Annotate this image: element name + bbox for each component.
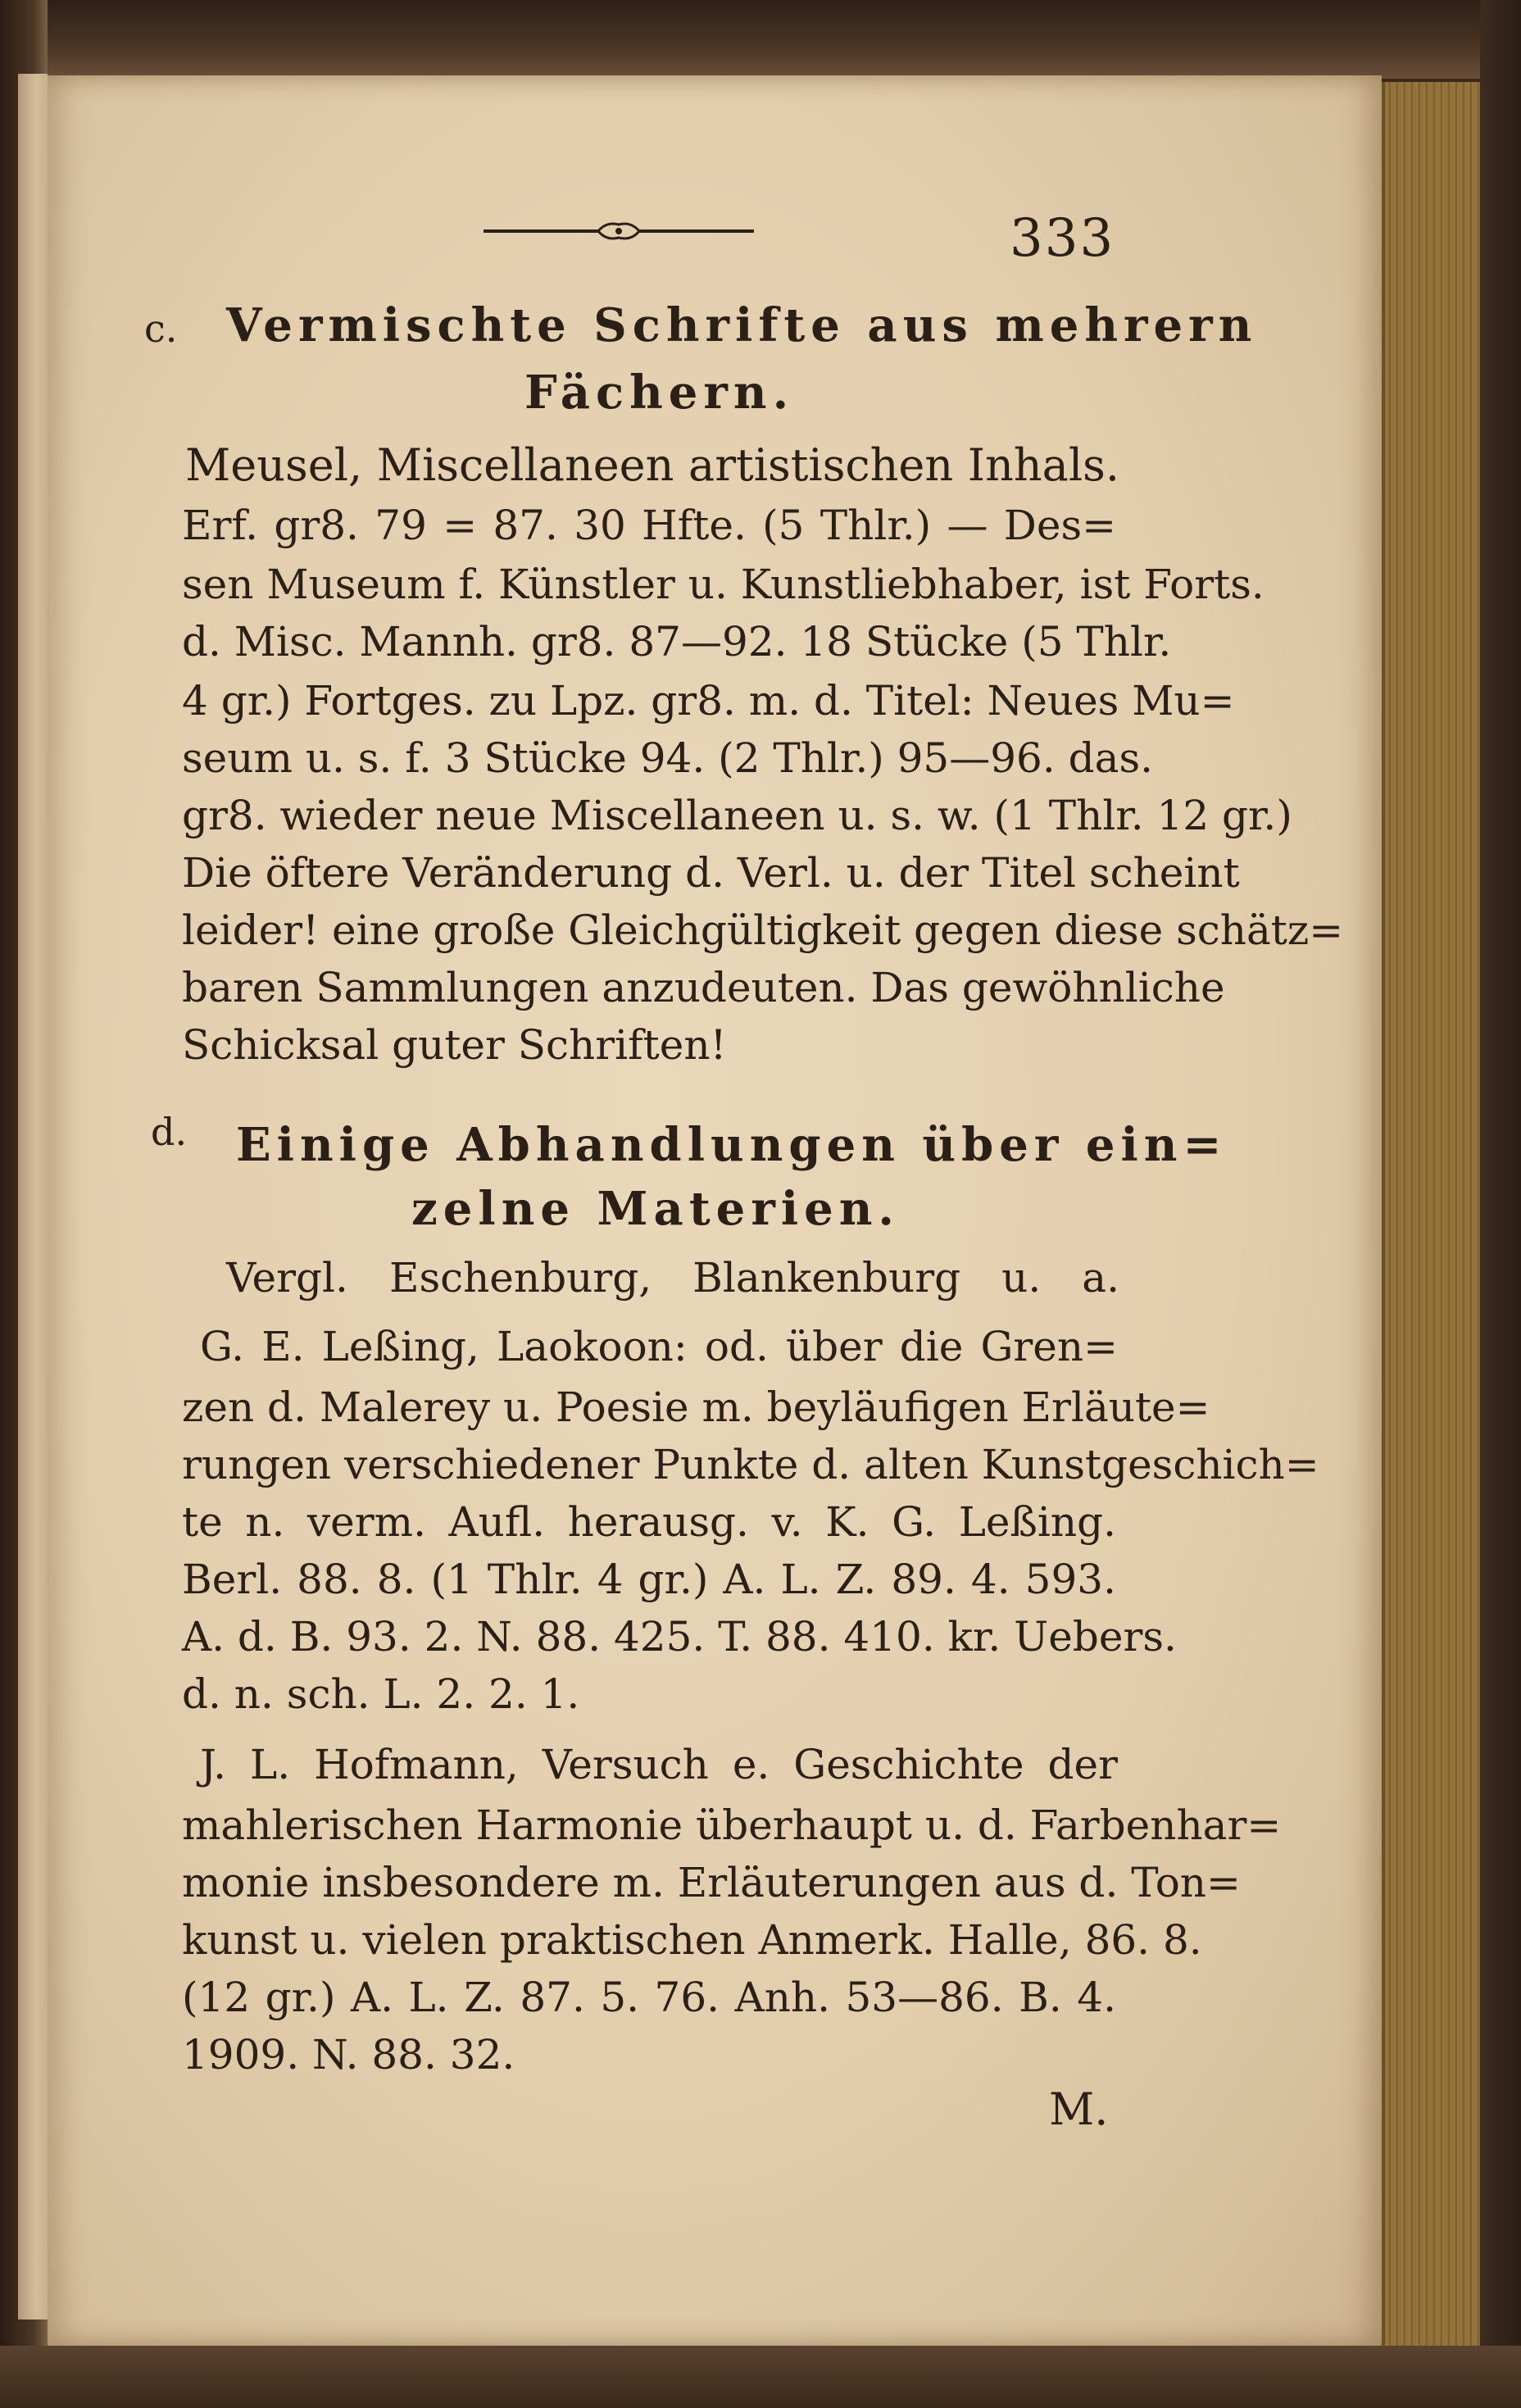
section-c-line: d. Misc. Mannh. gr8. 87—92. 18 Stücke (5 Thlr. — [182, 618, 1172, 666]
section-d-intro: Vergl. Eschenburg, Blankenburg u. a. — [226, 1254, 1119, 1302]
header-ornament — [484, 215, 754, 248]
book-cover-top — [0, 0, 1521, 79]
book-cover-right — [1480, 0, 1521, 2408]
section-c-line: baren Sammlungen anzudeuten. Das gewöhnliche — [182, 964, 1225, 1011]
page-number: 333 — [1010, 208, 1115, 269]
section-c-line: gr8. wieder neue Miscellaneen u. s. w. (1 Thlr. 12 gr.) — [182, 792, 1292, 839]
section-d-mark: d. — [151, 1110, 188, 1154]
entry-hofmann-line: (12 gr.) A. L. Z. 87. 5. 76. Anh. 53—86. B. 4. — [182, 1974, 1116, 2021]
entry-lessing-line: Berl. 88. 8. (1 Thlr. 4 gr.) A. L. Z. 89. 4. 593. — [182, 1556, 1116, 1603]
book-cover-bottom — [0, 2346, 1521, 2408]
section-c-line: Schicksal guter Schriften! — [182, 1021, 727, 1069]
section-c-line: Erf. gr8. 79 = 87. 30 Hfte. (5 Thlr.) — Des= — [182, 502, 1116, 549]
section-c-line: leider! eine große Gleichgültigkeit gegen diese schätz= — [182, 906, 1344, 954]
section-d-heading-line1: Einige Abhandlungen über ein= — [236, 1118, 1228, 1172]
entry-lessing-line: zen d. Malerey u. Poesie m. beyläufigen Erläute= — [182, 1383, 1210, 1431]
section-c-line: 4 gr.) Fortges. zu Lpz. gr8. m. d. Titel: Neues Mu= — [182, 677, 1235, 725]
section-c-line: seum u. s. f. 3 Stücke 94. (2 Thlr.) 95—96. das. — [182, 734, 1154, 782]
entry-hofmann-line: 1909. N. 88. 32. — [182, 2031, 515, 2079]
section-c-heading-line1: Vermischte Schrifte aus mehrern — [226, 298, 1258, 352]
page-block-edge — [1382, 82, 1483, 2360]
section-c-line: sen Museum f. Künstler u. Kunstliebhaber, ist Forts. — [182, 561, 1264, 608]
entry-hofmann-line: mahlerischen Harmonie überhaupt u. d. Farbenhar= — [182, 1801, 1282, 1849]
section-c-mark: c. — [144, 307, 178, 351]
catchword: M. — [1049, 2083, 1109, 2135]
entry-lessing-line: te n. verm. Aufl. herausg. v. K. G. Leßing. — [182, 1498, 1116, 1546]
facing-page-edge — [18, 74, 48, 2319]
section-d-heading-line2: zelne Materien. — [411, 1182, 900, 1236]
section-c-line: Meusel, Miscellaneen artistischen Inhals. — [185, 439, 1119, 491]
section-c-heading-line2: Fächern. — [524, 366, 795, 420]
section-c-line: Die öftere Veränderung d. Verl. u. der Titel scheint — [182, 849, 1240, 897]
entry-lessing-line: rungen verschiedener Punkte d. alten Kunstgeschich= — [182, 1441, 1319, 1488]
entry-hofmann-line: J. L. Hofmann, Versuch e. Geschichte der — [200, 1741, 1118, 1788]
entry-lessing-line: G. E. Leßing, Laokoon: od. über die Gren= — [200, 1323, 1118, 1370]
entry-hofmann-line: kunst u. vielen praktischen Anmerk. Halle, 86. 8. — [182, 1916, 1202, 1964]
entry-hofmann-line: monie insbesondere m. Erläuterungen aus d. Ton= — [182, 1859, 1241, 1906]
entry-lessing-line: A. d. B. 93. 2. N. 88. 425. T. 88. 410. kr. Uebers. — [182, 1613, 1177, 1661]
entry-lessing-line: d. n. sch. L. 2. 2. 1. — [182, 1670, 580, 1718]
